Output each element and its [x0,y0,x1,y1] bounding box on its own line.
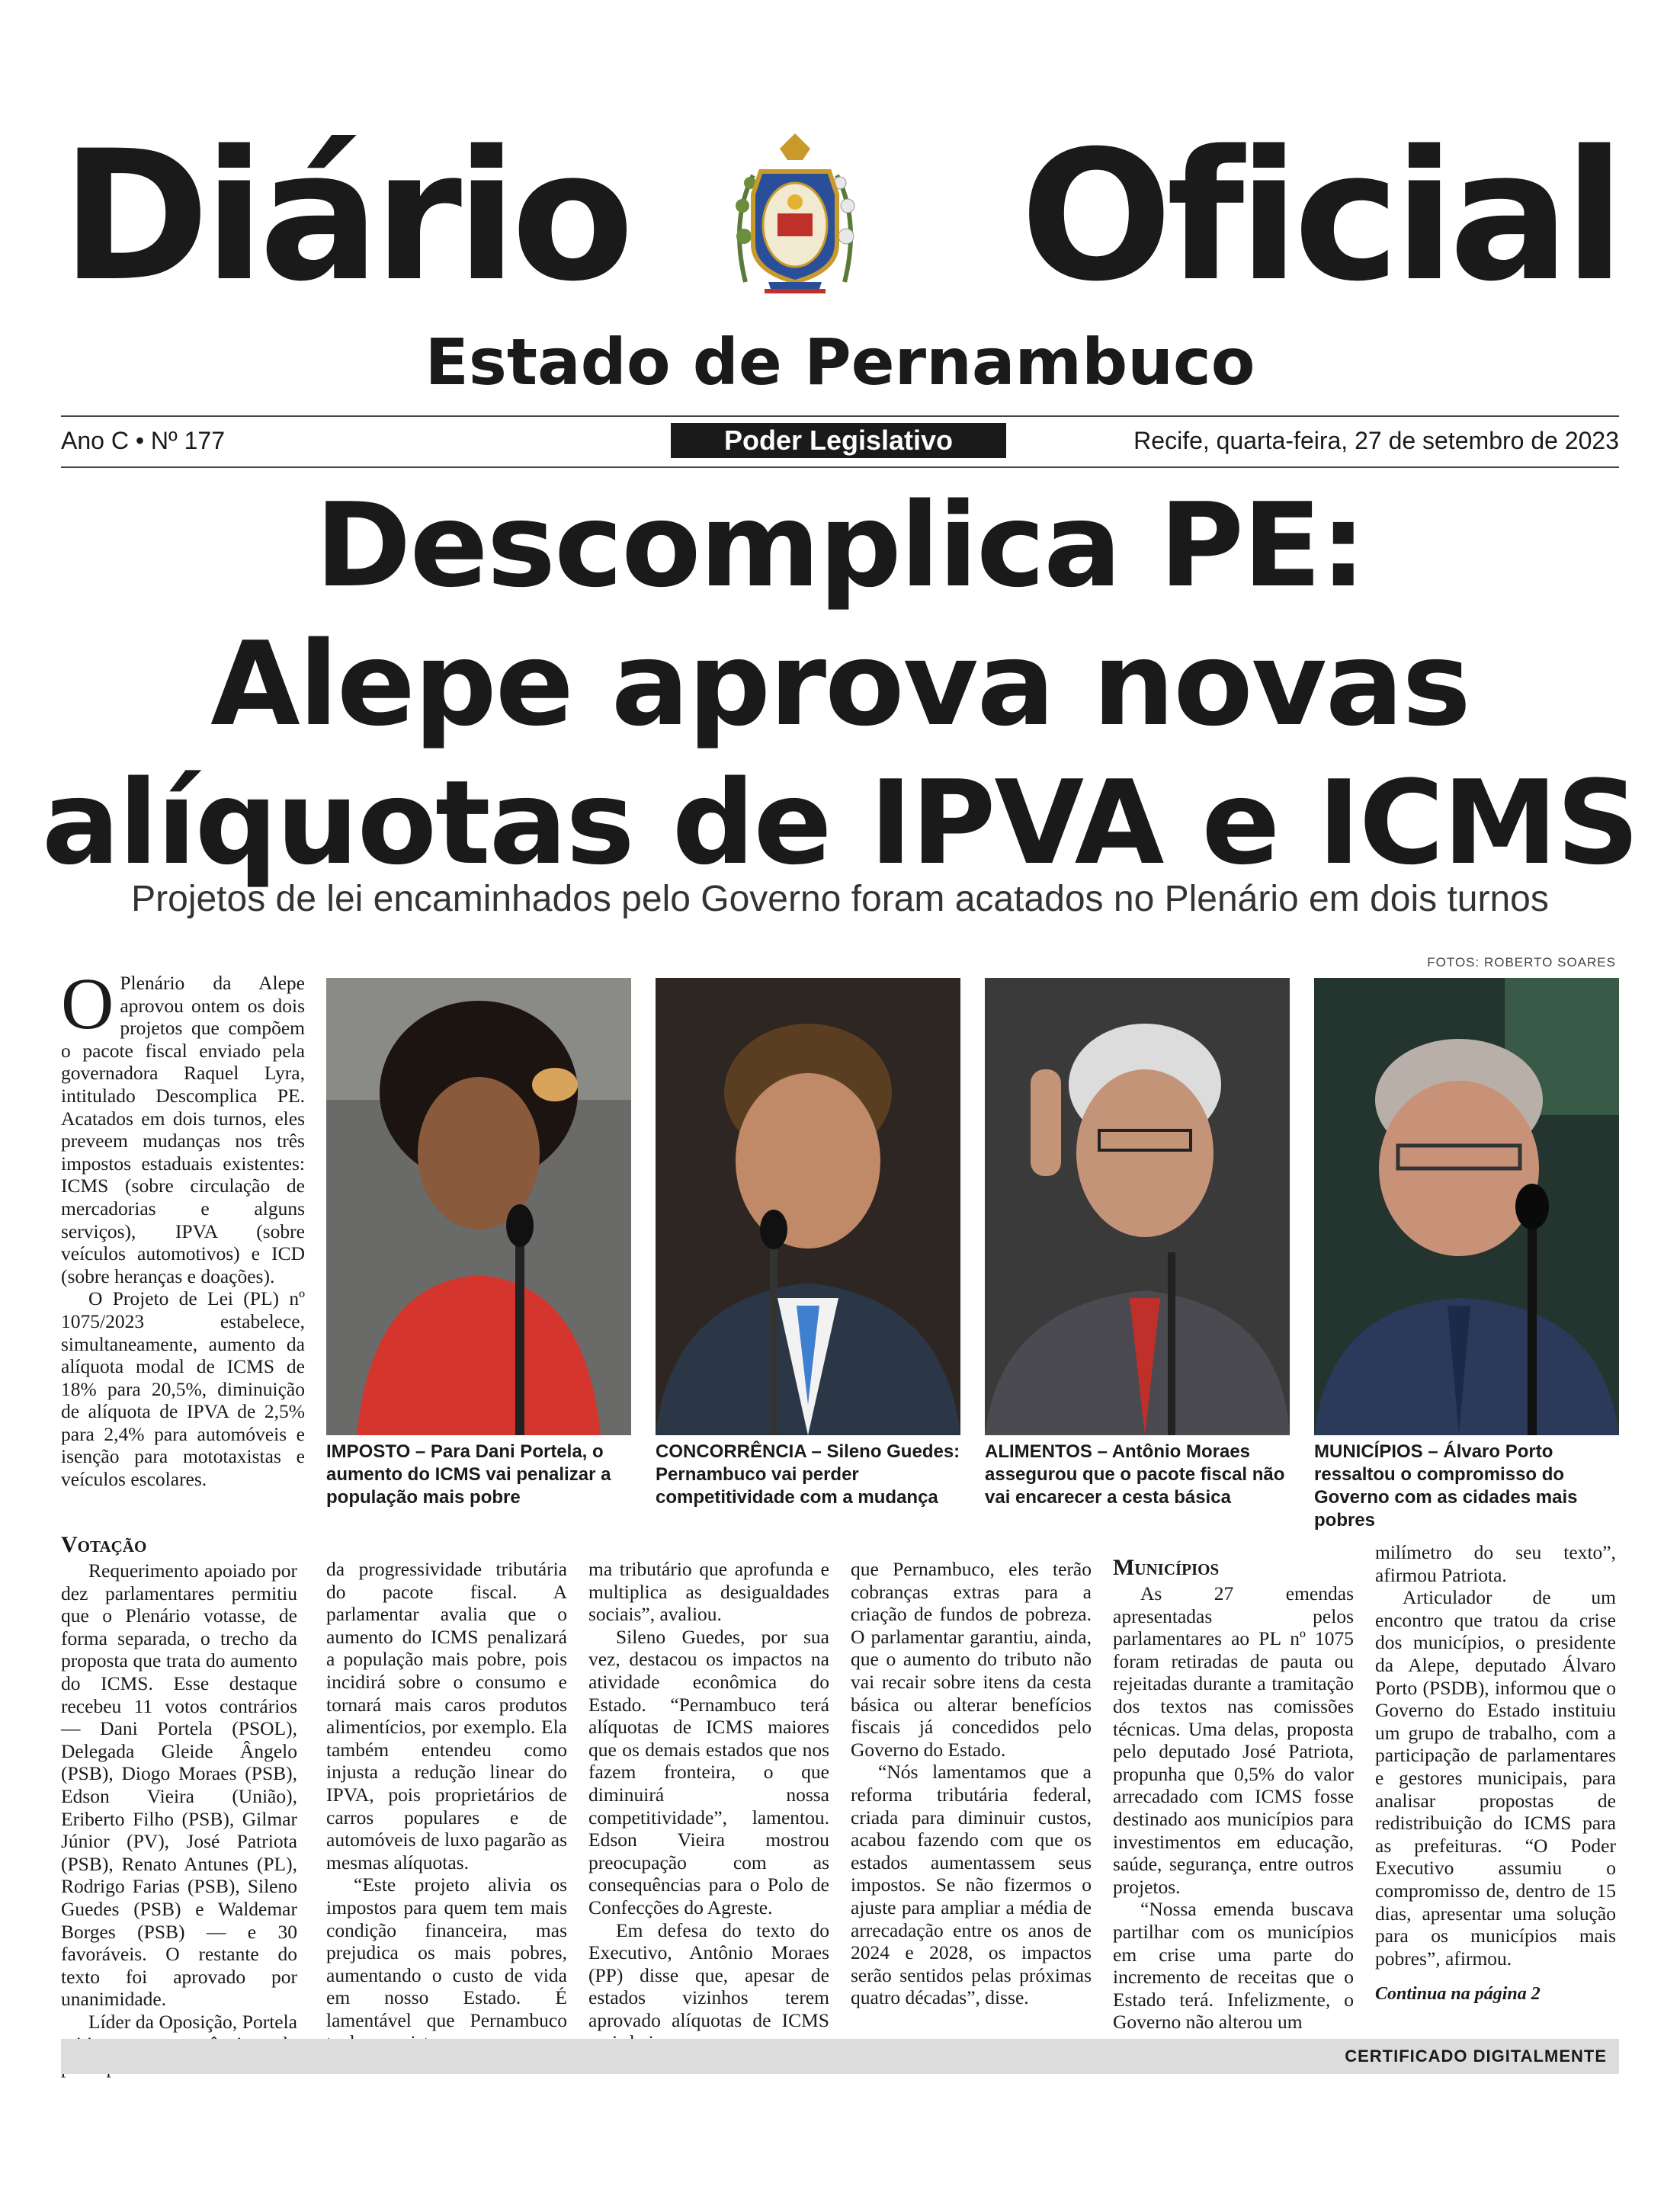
column-3 [588,1558,829,2054]
headline-line-3: alíquotas de IPVA e ICMS [41,755,1639,890]
intro-paragraph-1: Plenário da Alepe aprovou ontem os dois projetos que compõem o pacote fiscal enviado pela governadora Raquel Lyra, intitulado Descomplica PE. Acatados em dois turnos, eles preveem mudanças nos três impostos estaduais existentes: ICMS (sobre circulação de mercadorias e alguns serviços), IPVA (sobre veículos automotivos) e ICD (sobre heranças e doações). [61,972,305,1287]
column-2-paragraph-1: da progressividade tributária do pacote fiscal. A parlamentar avalia que o aumento do ICMS penalizará a população mais pobre, pois incidirá sobre o consumo e tornará mais caros produtos alimentícios, por exemplo. Ela também entendeu como injusta a redução linear do IPVA, pois proprietários de carros populares e de automóveis de luxo pagarão as mesmas alíquotas. [326,1558,567,1873]
info-bar [61,423,1619,458]
subhead-votacao: Votação [61,1532,147,1557]
drop-cap: O [61,963,114,1044]
column-6-paragraph-1: milímetro do seu texto”, afirmou Patriota. [1375,1541,1616,1586]
column-2-paragraph-2: “Este projeto alivia os impostos para quem tem mais condição financeira, mas prejudica os mais pobres, aumentando o custo de vida em nosso Estado. É lamentável que Pernambuco [326,1873,567,2031]
column-4-paragraph-2: “Nós lamentamos que a reforma tributária federal, criada para diminuir custos, acabou fazendo com que os estados aumentassem seus impostos. Se não fizermos o ajuste para ampliar a média de arrecadação entre os anos de 2024 e 2028, os impactos serão sentidos pelas próximas quatro décadas”, disse. [851,1761,1092,2009]
caption-4: MUNICÍPIOS – Álvaro Porto ressaltou o compromisso do Governo com as cidades mais pobres [1314,1441,1578,1531]
column-5-paragraph-2: “Nossa emenda buscava partilhar com os municípios em crise uma parte do incremento de receitas que o Estado terá. Infelizmente, o Governo não alterou um [1113,1898,1354,2034]
column-4-paragraph-1: que Pernambuco, eles terão cobranças extras para a criação de fundos de pobreza. O parlamentar garantiu, ainda, que o aumento do tributo não vai recair sobre itens da cesta básica ou alterar benefícios fiscais já concedidos pelo Governo do Estado. [851,1558,1092,1761]
column-5 [1113,1555,1354,2034]
intro-column [61,963,305,1491]
column-3-paragraph-2: Sileno Guedes, por sua vez, destacou os impactos na atividade econômica do Estado. “Pernambuco terá alíquotas de ICMS maiores que os demais estados que nos fazem fronteira, o que diminuirá nossa competitividade”, lamentou. Edson Vieira mostrou preocupação com as consequências para o Polo de Confecções do Agreste. [588,1625,829,1918]
column-1-paragraph-2: Líder da Oposição, Portela [88,2010,297,2033]
column-3-paragraph-3: Em defesa do texto do Executivo, Antônio Moraes (PP) disse que, apesar de estados vizinhos terem aprovado alíquotas de ICMS [588,1918,829,2031]
column-4 [851,1558,1092,2009]
headline-line-2: Alepe aprova novas [210,617,1470,752]
column-1-paragraph-1: Requerimento apoiado por dez parlamentares permitiu que o Plenário votasse, de forma separada, o trecho da proposta que trata do aumento do ICMS. Esse destaque recebeu 11 votos contrários — Dani Portela (PSOL), Delegada Gleide Ângelo (PSB), Diogo Moraes (PSB), Edson Vieira (União), Eriberto Filho (PSB), Gilmar Júnior (PV), José Patriota (PSB), Renato Antunes (PL), Rodrigo Farias (PSB), Sileno Guedes (PSB) e Waldemar Borges (PSB) — e 30 favoráveis. O restante do texto foi aprovado por unanimidade. [61,1559,297,2011]
caption-2: CONCORRÊNCIA – Sileno Guedes: Pernambuco vai perder competitividade com a mudança [656,1441,960,1508]
intro-paragraph-2: O Projeto de Lei (PL) nº 1075/2023 estabelece, simultaneamente, aumento da alíquota modal de ICMS de 18% para 20,5%, diminuição de alíquota de IPVA de 2,5% para 2,4% para automóveis e isenção para mototaxistas e veículos escolares. [61,1287,305,1491]
photo-dani-portela [326,978,631,1435]
masthead-title-left: Diário [61,113,629,321]
footer-bar [61,2039,1619,2074]
masthead [61,114,1619,320]
column-3-paragraph-1: ma tributário que aprofunda e multiplica as desigualdades sociais”, avaliou. [588,1558,829,1626]
caption-3: ALIMENTOS – Antônio Moraes assegurou que o pacote fiscal não vai encarecer a cesta básica [985,1441,1285,1508]
pernambuco-coat-of-arms-icon [723,130,867,305]
digital-certificate-label: CERTIFICADO DIGITALMENTE [1345,2047,1607,2066]
issue-date: Recife, quarta-feira, 27 de setembro de 2023 [1133,427,1619,454]
photo-credit: FOTOS: ROBERTO SOARES [1427,955,1616,970]
subhead-municipios: Municípios [1113,1555,1220,1580]
top-rule [61,415,1619,417]
photo-antonio-moraes [985,978,1290,1435]
section-badge: Poder Legislativo [671,423,1006,458]
main-headline [0,476,1680,893]
masthead-subtitle: Estado de Pernambuco [425,325,1255,399]
masthead-title-right: Oficial [1020,113,1619,321]
bottom-rule [61,466,1619,468]
column-6-paragraph-2: Articulador de um encontro que tratou da crise dos municípios, o presidente da Alepe, deputado Álvaro Porto (PSDB), informou que o Governo do Estado instituiu um grupo de trabalho, com a participação de parlamentares e gestores municipais, para analisar propostas de redistribuição do ICMS para as prefeituras. “O Poder Executivo assumiu o compromisso de, dentro de 15 dias, apresentar uma solução para os municípios mais pobres”, afirmou. [1375,1586,1616,1970]
column-5-paragraph-1: As 27 emendas apresentadas pelos parlamentares ao PL nº 1075 foram retiradas de pauta ou rejeitadas durante a tramitação dos textos nas comissões técnicas. Uma delas, proposta pelo deputado José Patriota, propunha que 0,5% do valor arrecadado com ICMS fosse destinado aos municípios para investimentos em educação, saúde, segurança, entre outros projetos. [1113,1582,1354,1898]
photo-sileno-guedes [656,978,960,1435]
column-6 [1375,1541,1616,2006]
caption-1: IMPOSTO – Para Dani Portela, o aumento do ICMS vai penalizar a população mais pobre [326,1441,611,1508]
headline-deck: Projetos de lei encaminhados pelo Governo foram acatados no Plenário em dois turnos [131,879,1549,919]
column-2 [326,1558,567,2054]
photo-alvaro-porto [1314,978,1619,1435]
edition-number: Ano C • Nº 177 [61,427,225,454]
headline-line-1: Descomplica PE: [315,478,1365,613]
continue-link[interactable]: Continua na página 2 [1375,1984,1541,2005]
column-1 [61,1532,297,2079]
